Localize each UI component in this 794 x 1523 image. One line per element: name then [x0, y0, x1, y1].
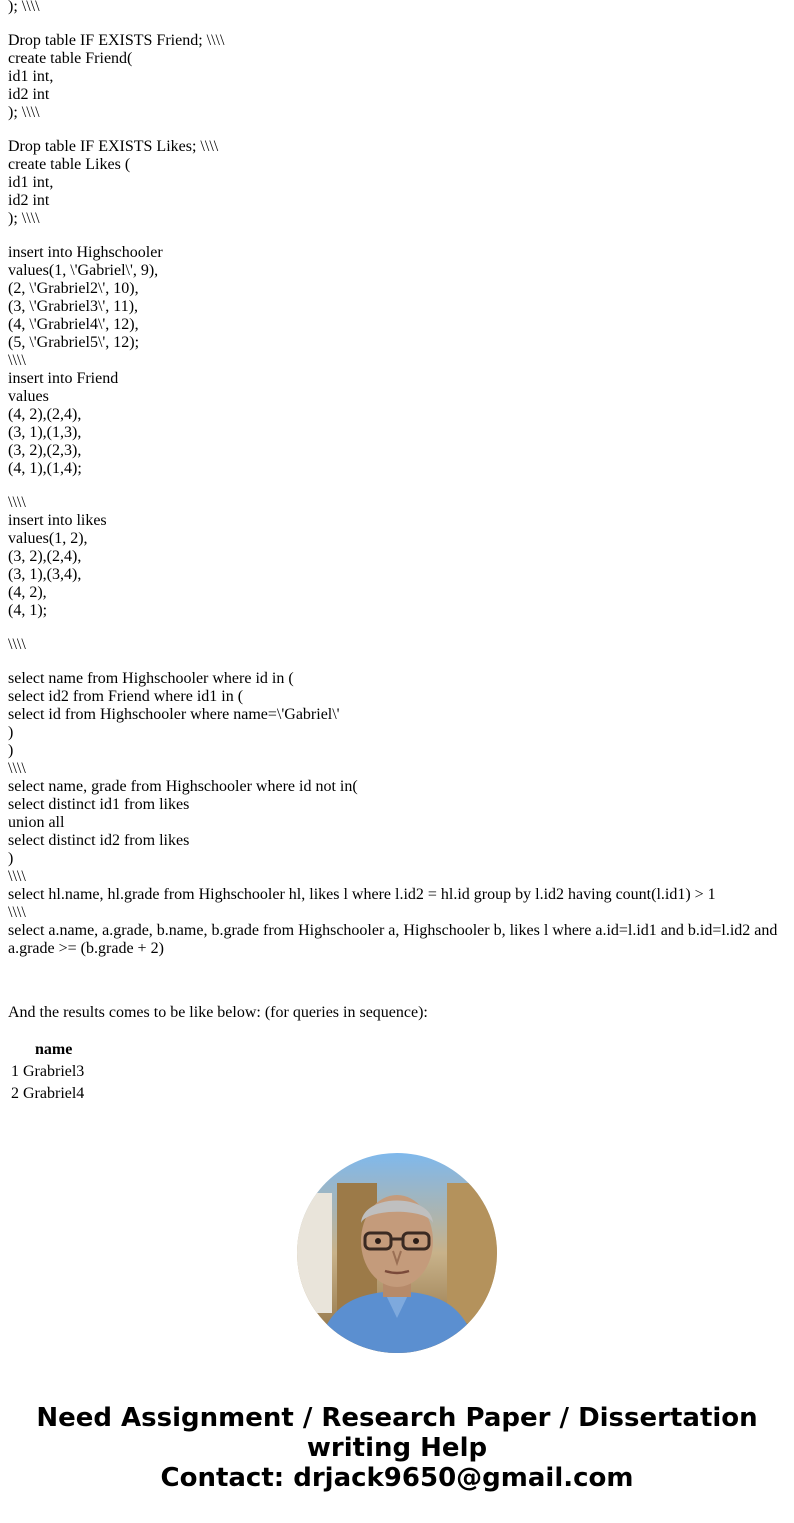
- code-block: [8, 0, 786, 16]
- code-line: ): [8, 742, 14, 759]
- code-line: \\\\: [8, 868, 26, 885]
- code-line: (3, 1),(1,3),: [8, 424, 82, 441]
- code-line: id1 int,: [8, 68, 54, 85]
- code-line: ); \\\\: [8, 0, 40, 15]
- results-intro: And the results comes to be like below: (for queries in sequence):: [8, 1004, 428, 1021]
- code-line: insert into likes: [8, 512, 107, 529]
- code-line: (4, \'Grabriel4\', 12),: [8, 316, 139, 333]
- code-line: select name, grade from Highschooler where id not in(: [8, 778, 358, 795]
- code-line: select hl.name, hl.grade from Highschooler hl, likes l where l.id2 = hl.id group by l.id2 having count(l.id1) > 1: [8, 886, 716, 903]
- row-name: Grabriel4: [23, 1085, 85, 1102]
- code-block: [8, 636, 786, 654]
- code-block: [8, 494, 786, 620]
- author-avatar: [297, 1153, 497, 1353]
- document-content: [8, 0, 786, 1106]
- table-row: [10, 1084, 85, 1104]
- code-line: (3, 2),(2,4),: [8, 548, 82, 565]
- code-line: (2, \'Grabriel2\', 10),: [8, 280, 139, 297]
- code-block: [8, 670, 786, 958]
- code-line: select distinct id1 from likes: [8, 796, 190, 813]
- code-line: ): [8, 724, 14, 741]
- code-line: (3, 2),(2,3),: [8, 442, 82, 459]
- code-block: [8, 138, 786, 228]
- code-line: ); \\\\: [8, 210, 40, 227]
- result-table-index-header: [10, 1040, 20, 1060]
- code-line: select a.name, a.grade, b.name, b.grade from Highschooler a, Highschooler b, likes l where a.id=l.id1 and b.id=l.id2 and a.grade >= (b.grade + 2): [8, 922, 782, 957]
- code-line: select id from Highschooler where name=\'Gabriel\': [8, 706, 340, 723]
- code-line: (4, 2),(2,4),: [8, 406, 82, 423]
- code-line: id2 int: [8, 86, 50, 103]
- code-line: \\\\: [8, 352, 26, 369]
- code-line: (5, \'Grabriel5\', 12);: [8, 334, 140, 351]
- code-block: [8, 32, 786, 122]
- result-table-name-header: name: [34, 1041, 73, 1058]
- table-row: [10, 1062, 85, 1082]
- code-line: create table Likes (: [8, 156, 131, 173]
- code-line: id1 int,: [8, 174, 54, 191]
- row-index: 2: [11, 1085, 19, 1102]
- code-line: ): [8, 850, 14, 867]
- result-table: [8, 1038, 87, 1106]
- code-line: insert into Highschooler: [8, 244, 163, 261]
- result-table-header-row: [10, 1040, 85, 1060]
- code-line: (4, 1),(1,4);: [8, 460, 82, 477]
- code-line: values(1, \'Gabriel\', 9),: [8, 262, 159, 279]
- sql-code-area: [8, 0, 786, 958]
- code-line: (3, \'Grabriel3\', 11),: [8, 298, 139, 315]
- promo-line-1: Need Assignment / Research Paper / Dissertation: [36, 1403, 758, 1433]
- promo-contact: Contact: drjack9650@gmail.com: [160, 1463, 634, 1493]
- code-line: (3, 1),(3,4),: [8, 566, 82, 583]
- code-line: Drop table IF EXISTS Likes; \\\\: [8, 138, 219, 155]
- code-line: values: [8, 388, 49, 405]
- code-line: select distinct id2 from likes: [8, 832, 190, 849]
- code-line: select name from Highschooler where id in (: [8, 670, 294, 687]
- code-line: \\\\: [8, 494, 26, 511]
- code-line: \\\\: [8, 904, 26, 921]
- code-line: Drop table IF EXISTS Friend; \\\\: [8, 32, 225, 49]
- code-line: ); \\\\: [8, 104, 40, 121]
- person-portrait-icon: [297, 1153, 497, 1353]
- code-line: \\\\: [8, 760, 26, 777]
- code-line: create table Friend(: [8, 50, 133, 67]
- code-line: (4, 2),: [8, 584, 47, 601]
- code-line: select id2 from Friend where id1 in (: [8, 688, 244, 705]
- code-line: \\\\: [8, 636, 26, 653]
- code-line: values(1, 2),: [8, 530, 88, 547]
- code-line: union all: [8, 814, 65, 831]
- promo-line-2: writing Help: [306, 1433, 488, 1463]
- code-line: id2 int: [8, 192, 50, 209]
- code-line: insert into Friend: [8, 370, 119, 387]
- promo-banner: [0, 1403, 794, 1493]
- code-line: (4, 1);: [8, 602, 48, 619]
- code-block: [8, 244, 786, 478]
- row-name: Grabriel3: [23, 1063, 85, 1080]
- row-index: 1: [11, 1063, 19, 1080]
